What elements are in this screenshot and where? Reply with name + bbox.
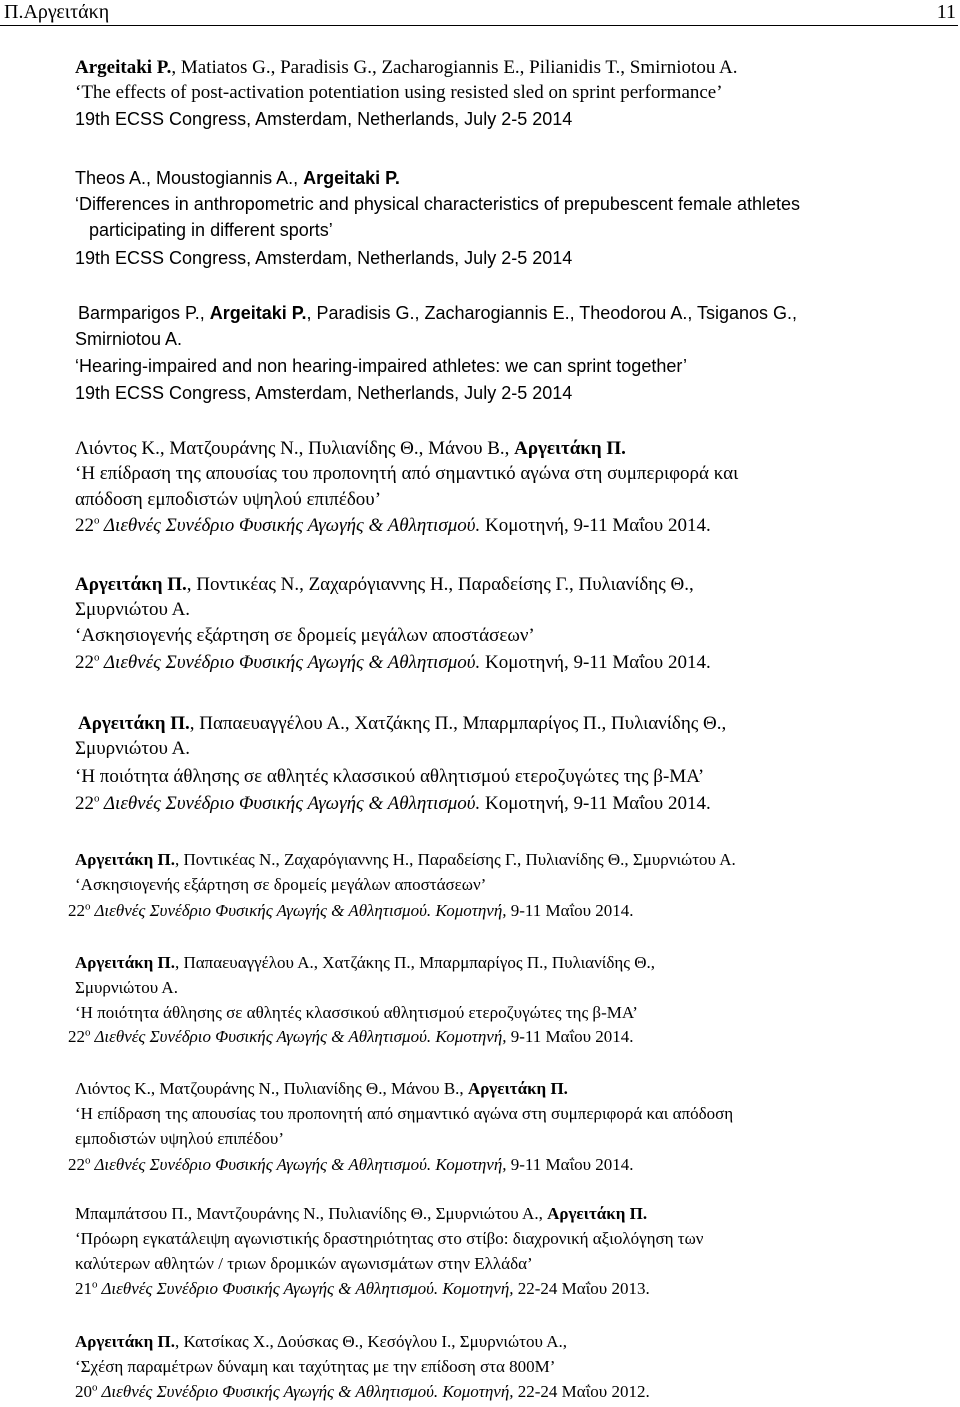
authors-text: , Ποντικέας Ν., Ζαχαρόγιαννης Η., Παραδείσης Γ., Πυλιανίδης Θ., Σμυρνιώτου Α. xyxy=(175,850,736,869)
page-header xyxy=(0,0,958,24)
entry-title: ‘Ασκησιογενής εξάρτηση σε δρομείς μεγάλων αποστάσεων’ xyxy=(75,625,535,646)
author-highlight: Αργειτάκη Π. xyxy=(75,850,175,869)
entry-authors xyxy=(78,713,726,735)
page-number: 11 xyxy=(936,1,956,23)
venue-italic: Διεθνές Συνέδριο Φυσικής Αγωγής & Αθλητισμού. Κομοτηνή, xyxy=(90,1027,507,1046)
entry-venue: $22^o$ Διεθνές Συνέδριο Φυσικής Αγωγής & Αθλητισμού. Κομοτηνή, 9-11 Μαΐου 2014. xyxy=(75,651,711,673)
authors-text: , Παπαευαγγέλου Α., Χατζάκης Π., Μπαρμπαρίγος Π., Πυλιανίδης Θ., xyxy=(189,713,727,734)
author-highlight: Αργειτάκη Π. xyxy=(78,713,190,734)
authors-text: Μπαμπάτσου Π., Μαντζουράνης Ν., Πυλιανίδης Θ., Σμυρνιώτου Α., xyxy=(75,1204,548,1223)
entry-venue: $22^o$ Διεθνές Συνέδριο Φυσικής Αγωγής & Αθλητισμού. Κομοτηνή, 9-11 Μαΐου 2014. xyxy=(68,1026,634,1046)
authors-text: Theos A., Moustogiannis A., xyxy=(75,168,304,188)
entry-venue: $22^o$ Διεθνές Συνέδριο Φυσικής Αγωγής & Αθλητισμού. Κομοτηνή, 9-11 Μαΐου 2014. xyxy=(75,514,711,536)
entry-title: ‘The effects of post-activation potentiation using resisted sled on sprint performance’ xyxy=(75,82,723,103)
entry-title-line2: απόδοση εμποδιστών υψηλού επιπέδου’ xyxy=(75,489,382,510)
entry-authors xyxy=(75,167,400,189)
entry-venue: $22^o$ Διεθνές Συνέδριο Φυσικής Αγωγής & Αθλητισμού. Κομοτηνή, 9-11 Μαΐου 2014. xyxy=(75,792,711,814)
entry-title-line1: ‘Η επίδραση της απουσίας του προπονητή από σημαντικό αγώνα στη συμπεριφορά και απόδοση xyxy=(75,1104,734,1123)
header-title: Π.Αργειτάκη xyxy=(4,1,110,23)
entry-title: ‘Η ποιότητα άθλησης σε αθλητές κλασσικού αθλητισμού ετεροζυγώτες της β-ΜΑ’ xyxy=(75,766,705,787)
entry-authors xyxy=(75,952,655,974)
entry-authors-line2: Smirniotou A. xyxy=(75,329,183,349)
entry-authors xyxy=(75,1331,567,1353)
entry-venue: $22^o$ Διεθνές Συνέδριο Φυσικής Αγωγής & Αθλητισμού. Κομοτηνή, 9-11 Μαΐου 2014. xyxy=(68,900,634,920)
author-highlight: Argeitaki P. xyxy=(303,168,400,188)
author-highlight: Αργειτάκη Π. xyxy=(75,953,175,972)
venue-italic: Διεθνές Συνέδριο Φυσικής Αγωγής & Αθλητισμού. xyxy=(99,793,481,814)
entry-venue: $20^o$ Διεθνές Συνέδριο Φυσικής Αγωγής & Αθλητισμού. Κομοτηνή, 22-24 Μαΐου 2012. xyxy=(75,1381,650,1401)
authors-text: , Paradisis G., Zacharogiannis E., Theodorou A., Tsiganos G., xyxy=(306,303,798,323)
author-highlight: Αργειτάκη Π. xyxy=(514,438,626,459)
entry-venue: 19th ECSS Congress, Amsterdam, Netherlands, July 2-5 2014 xyxy=(75,383,573,403)
entry-title-line2: καλύτερων αθλητών / τριων δρομικών αγωνισμάτων στην Ελλάδα’ xyxy=(75,1254,533,1273)
author-highlight: Αργειτάκη Π. xyxy=(75,574,187,595)
entry-authors-line2: Σμυρνιώτου Α. xyxy=(75,599,191,620)
entry-authors-line2: Σμυρνιώτου Α. xyxy=(75,738,191,759)
entry-title: ‘Σχέση παραμέτρων δύναμη και ταχύτητας με την επίδοση στα 800Μ’ xyxy=(75,1357,556,1376)
authors-text: , Ποντικέας Ν., Ζαχαρόγιαννης Η., Παραδείσης Γ., Πυλιανίδης Θ., xyxy=(186,574,694,595)
venue-italic: Διεθνές Συνέδριο Φυσικής Αγωγής & Αθλητισμού. xyxy=(99,515,481,536)
entry-title-line2: participating in different sports’ xyxy=(89,220,333,240)
authors-text: Barmparigos P., xyxy=(78,303,210,323)
author-highlight: Argeitaki P. xyxy=(209,303,307,323)
authors-text: Λιόντος Κ., Ματζουράνης Ν., Πυλιανίδης Θ., Μάνου Β., xyxy=(75,438,515,459)
authors-text: , Κατσίκας Χ., Δούσκας Θ., Κεσόγλου Ι., Σμυρνιώτου Α., xyxy=(175,1332,567,1351)
entry-authors xyxy=(75,1078,568,1100)
entry-authors xyxy=(75,57,738,79)
authors-text: , Παπαευαγγέλου Α., Χατζάκης Π., Μπαρμπαρίγος Π., Πυλιανίδης Θ., xyxy=(175,953,656,972)
entry-authors xyxy=(75,438,626,460)
entry-title: ‘Ασκησιογενής εξάρτηση σε δρομείς μεγάλων αποστάσεων’ xyxy=(75,875,487,894)
author-highlight: Αργειτάκη Π. xyxy=(467,1079,568,1098)
venue-italic: Διεθνές Συνέδριο Φυσικής Αγωγής & Αθλητισμού. xyxy=(99,652,481,673)
entry-title: ‘Η ποιότητα άθλησης σε αθλητές κλασσικού αθλητισμού ετεροζυγώτες της β-ΜΑ’ xyxy=(75,1003,638,1022)
entry-authors xyxy=(75,1203,647,1225)
authors-text: Λιόντος Κ., Ματζουράνης Ν., Πυλιανίδης Θ., Μάνου Β., xyxy=(75,1079,468,1098)
header-rule xyxy=(0,25,958,26)
entry-venue: 19th ECSS Congress, Amsterdam, Netherlands, July 2-5 2014 xyxy=(75,109,573,129)
venue-italic: Διεθνές Συνέδριο Φυσικής Αγωγής & Αθλητισμού. Κομοτηνή, xyxy=(90,1155,507,1174)
venue-italic: Διεθνές Συνέδριο Φυσικής Αγωγής & Αθλητισμού. Κομοτηνή, xyxy=(97,1382,514,1401)
entry-title: ‘Hearing-impaired and non hearing-impaired athletes: we can sprint together’ xyxy=(75,356,688,376)
entry-venue: $22^o$ Διεθνές Συνέδριο Φυσικής Αγωγής & Αθλητισμού. Κομοτηνή, 9-11 Μαΐου 2014. xyxy=(68,1154,634,1174)
entry-venue: 19th ECSS Congress, Amsterdam, Netherlands, July 2-5 2014 xyxy=(75,248,573,268)
entry-authors xyxy=(75,849,736,871)
venue-italic: Διεθνές Συνέδριο Φυσικής Αγωγής & Αθλητισμού. Κομοτηνή, xyxy=(97,1279,514,1298)
entry-authors xyxy=(75,574,694,596)
entry-title-line1: ‘Πρόωρη εγκατάλειψη αγωνιστικής δραστηριότητας στο στίβο: διαχρονική αξιολόγηση των xyxy=(75,1229,704,1248)
entry-title-line2: εμποδιστών υψηλού επιπέδου’ xyxy=(75,1129,285,1148)
entry-title-line1: ‘Differences in anthropometric and physical characteristics of prepubescent female athletes xyxy=(75,194,801,214)
author-highlight: Argeitaki P. xyxy=(75,57,172,78)
entry-authors-line2: Σμυρνιώτου Α. xyxy=(75,978,178,997)
entry-authors xyxy=(78,302,797,324)
author-highlight: Αργειτάκη Π. xyxy=(547,1204,648,1223)
entry-venue: $21^o$ Διεθνές Συνέδριο Φυσικής Αγωγής & Αθλητισμού. Κομοτηνή, 22-24 Μαΐου 2013. xyxy=(75,1278,650,1298)
venue-italic: Διεθνές Συνέδριο Φυσικής Αγωγής & Αθλητισμού. Κομοτηνή, xyxy=(90,901,507,920)
authors-text: , Matiatos G., Paradisis G., Zacharogiannis E., Pilianidis T., Smirniotou A. xyxy=(171,57,738,78)
author-highlight: Αργειτάκη Π. xyxy=(75,1332,175,1351)
entry-title-line1: ‘Η επίδραση της απουσίας του προπονητή από σημαντικό αγώνα στη συμπεριφορά και xyxy=(75,463,739,484)
